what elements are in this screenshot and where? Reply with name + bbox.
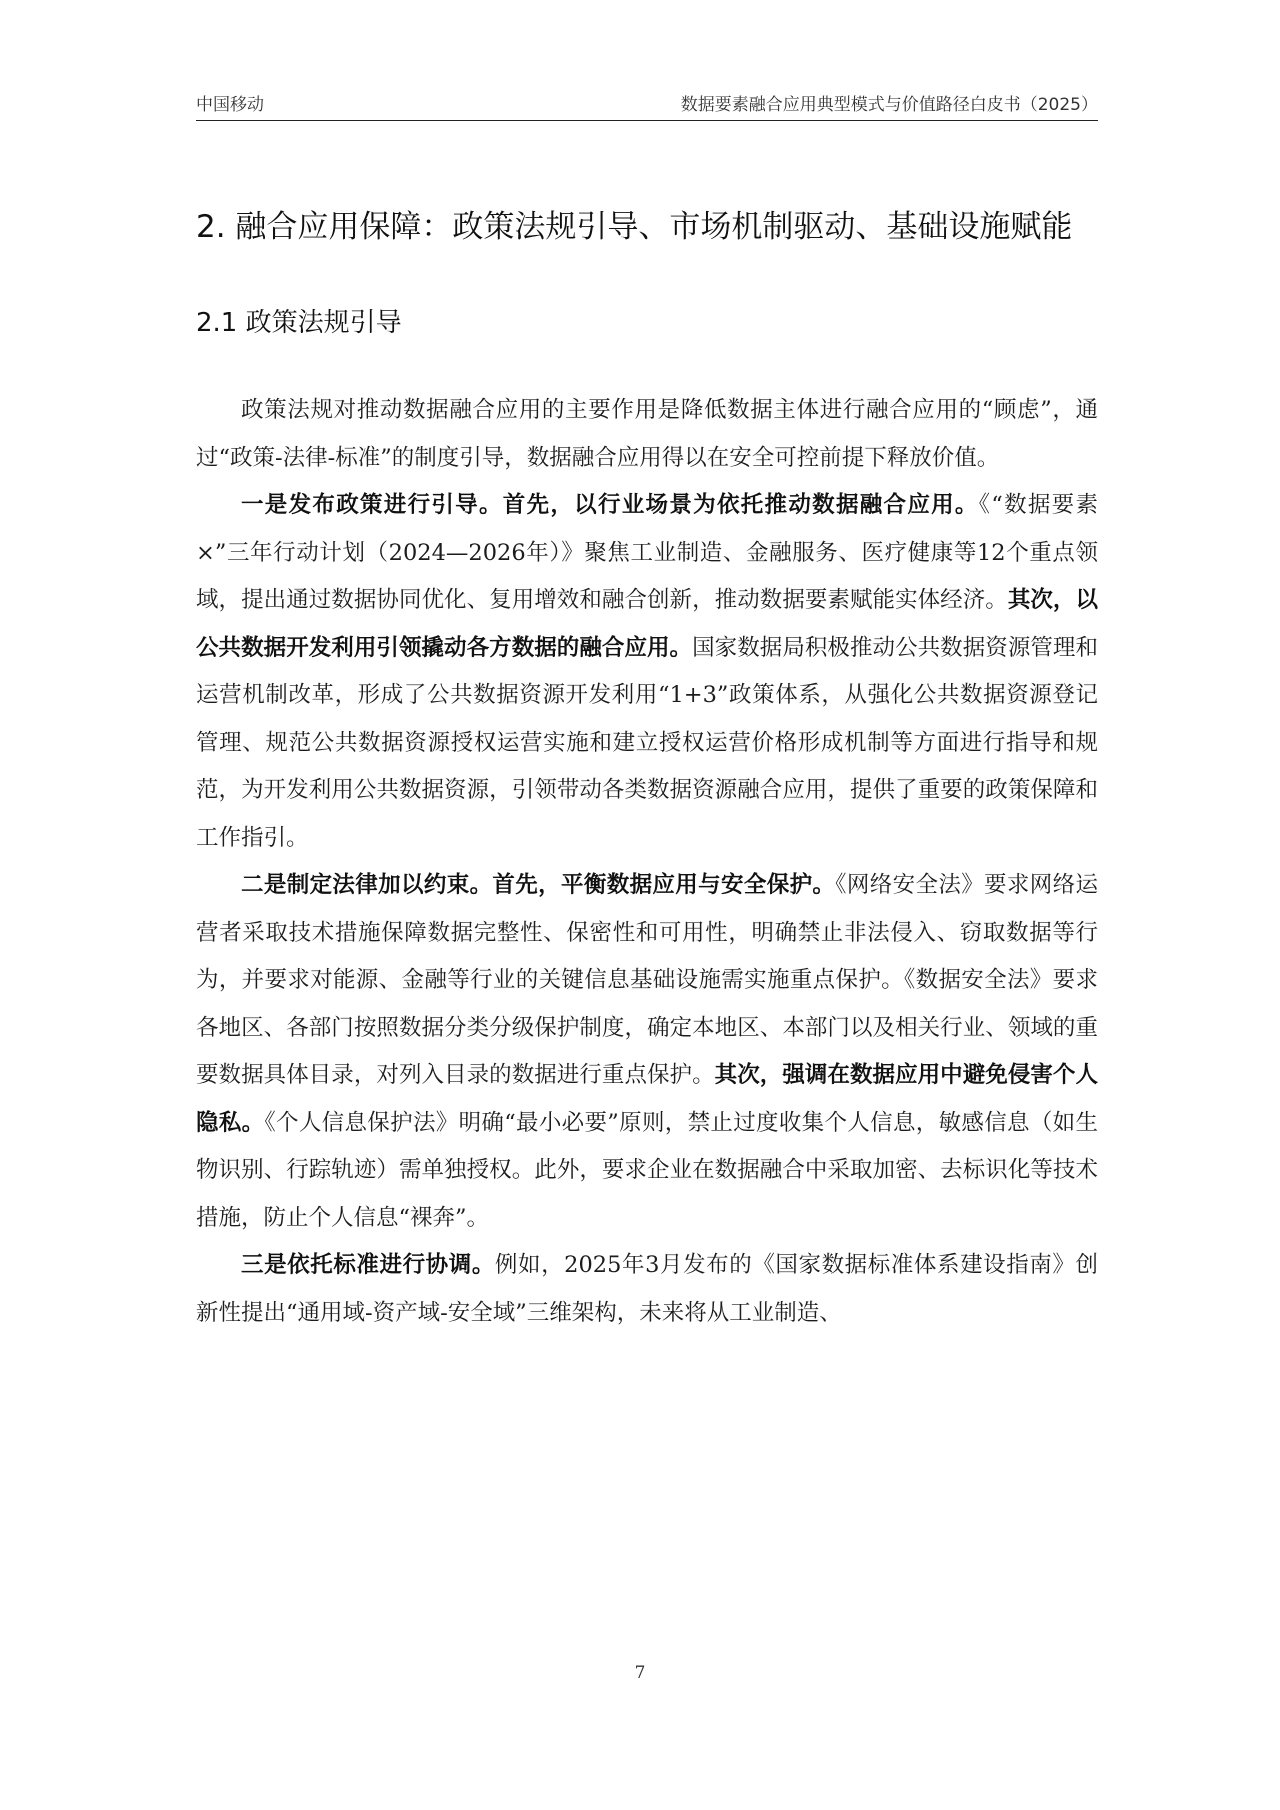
page-content — [196, 205, 1098, 1337]
paragraph-lead: 三是依托标准进行协调。 — [241, 1252, 495, 1278]
paragraph-law — [196, 862, 1098, 1242]
paragraph-text: 例如，2025年3月发布的《国家数据标准体系建设指南》创新性提出“通用域-资产域-安全域”三维架构，未来将从工业制造、 — [196, 1252, 1098, 1326]
header-org-name: 中国移动 — [196, 95, 264, 115]
paragraph-text-secondary: 《个人信息保护法》明确“最小必要”原则，禁止过度收集个人信息，敏感信息（如生物识别、行踪轨迹）需单独授权。此外，要求企业在数据融合中采取加密、去标识化等技术措施，防止个人信息“裸奔”。 — [196, 1109, 1098, 1231]
paragraph-intro — [196, 387, 1098, 482]
subsection-title: 2.1 政策法规引导 — [196, 308, 402, 338]
section-title: 2. 融合应用保障：政策法规引导、市场机制驱动、基础设施赋能 — [196, 209, 1073, 245]
paragraph-text: 政策法规对推动数据融合应用的主要作用是降低数据主体进行融合应用的“顾虑”，通过“政策-法律-标准”的制度引导，数据融合应用得以在安全可控前提下释放价值。 — [196, 397, 1098, 471]
paragraph-lead-secondary: 其次，以公共数据开发利用引领撬动各方数据的融合应用。 — [196, 587, 1098, 661]
paragraph-lead: 一是发布政策进行引导。首先，以行业场景为依托推动数据融合应用。 — [241, 492, 979, 518]
page-header — [196, 88, 1098, 121]
paragraph-text: 《网络安全法》要求网络运营者采取技术措施保障数据完整性、保密性和可用性，明确禁止非法侵入、窃取数据等行为，并要求对能源、金融等行业的关键信息基础设施需实施重点保护。《数据安全法》要求各地区、各部门按照数据分类分级保护制度，确定本地区、本部门以及相关行业、领域的重要数据具体目录，对列入目录的数据进行重点保护。 — [196, 872, 1098, 1088]
paragraph-policy — [196, 482, 1098, 862]
paragraph-text: 《“数据要素×”三年行动计划（2024—2026年）》聚焦工业制造、金融服务、医疗健康等12个重点领域，提出通过数据协同优化、复用增效和融合创新，推动数据要素赋能实体经济。 — [196, 492, 1098, 613]
page-number: 7 — [634, 1663, 646, 1683]
body-text — [196, 387, 1098, 1337]
paragraph-standards — [196, 1242, 1098, 1337]
paragraph-lead: 二是制定法律加以约束。首先，平衡数据应用与安全保护。 — [241, 872, 836, 898]
paragraph-text-secondary: 国家数据局积极推动公共数据资源管理和运营机制改革，形成了公共数据资源开发利用“1+3”政策体系，从强化公共数据资源登记管理、规范公共数据资源授权运营实施和建立授权运营价格形成机制等方面进行指导和规范，为开发利用公共数据资源，引领带动各类数据资源融合应用，提供了重要的政策保障和工作指引。 — [196, 634, 1098, 851]
paragraph-lead-secondary: 其次，强调在数据应用中避免侵害个人隐私。 — [196, 1062, 1098, 1136]
header-document-title: 数据要素融合应用典型模式与价值路径白皮书（2025） — [680, 95, 1098, 115]
